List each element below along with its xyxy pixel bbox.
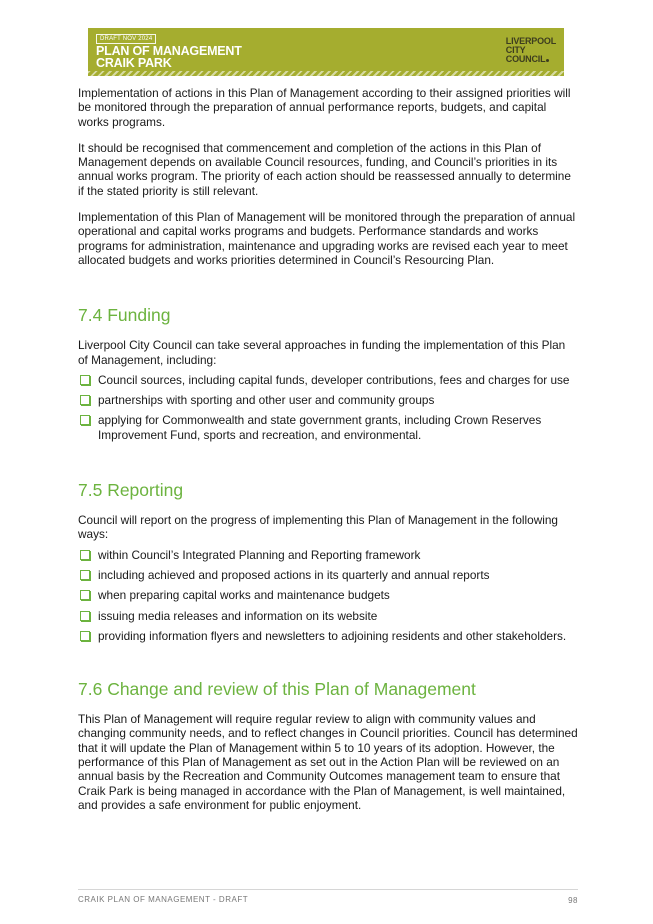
review-heading: 7.6 Change and review of this Plan of Management [78,679,476,700]
reporting-heading: 7.5 Reporting [78,480,184,501]
list-item: within Council’s Integrated Planning and Reporting framework [78,548,578,562]
reporting-intro: Council will report on the progress of implementing this Plan of Management in the following ways: [78,513,558,542]
liverpool-city-council-logo [506,37,556,64]
funding-list [78,373,578,442]
draft-tag: DRAFT NOV 2024 [96,34,156,44]
list-item: applying for Commonwealth and state government grants, including Crown Reserves Improvement Fund, sports and recreation, and environmental. [78,413,578,442]
page-footer [78,889,578,904]
checkbox-bullet-icon [80,570,90,580]
list-item: Council sources, including capital funds, developer contributions, fees and charges for use [78,373,578,387]
intro-paragraph-3: Implementation of this Plan of Management will be monitored through the preparation of annual operational and capital works programs and budgets. Performance standards and works programs for administration, maintenance and upgrading works are revised each year to meet allocated budgets and works priorities determined in Council’s Resourcing Plan. [78,210,576,267]
logo-line-2: CITY [505,45,526,55]
logo-line-3: COUNCIL [505,54,546,64]
checkbox-bullet-icon [80,415,90,425]
checkbox-bullet-icon [80,611,90,621]
header-banner [88,28,564,76]
reporting-list [78,548,578,643]
checkbox-bullet-icon [80,590,90,600]
footer-document-title: CRAIK PLAN OF MANAGEMENT - DRAFT [78,895,249,904]
banner-hatch-decoration [88,71,564,76]
funding-heading: 7.4 Funding [78,305,171,326]
checkbox-bullet-icon [80,550,90,560]
checkbox-bullet-icon [80,375,90,385]
intro-paragraph-2: It should be recognised that commencement and completion of the actions in this Plan of Management depends on available Council resources, funding, and Council’s priorities in its annual works program. The priority of each action should be reassessed annually to determine if the stated priority is still relevant. [78,140,571,198]
list-item: when preparing capital works and maintenance budgets [78,588,578,602]
list-item: partnerships with sporting and other user and community groups [78,393,578,407]
list-item: including achieved and proposed actions in its quarterly and annual reports [78,568,578,582]
logo-dot-icon [546,59,549,62]
review-body: This Plan of Management will require regular review to align with community values and changing community needs, and to reflect changes in Council priorities. Council has determined that it will update the Plan of Management within 5 to 10 years of its adoption. However, the performance of this Plan of Management as set out in the Action Plan will be reviewed on an annual basis by the Recreation and Community Outcomes management team to ensure that Craik Park is being managed in accordance with the Plan of Management, is well maintained, and provides a safe environment for public enjoyment. [78,712,578,812]
document-title [96,45,242,69]
checkbox-bullet-icon [80,395,90,405]
page-number: 98 [568,896,578,905]
list-item: issuing media releases and information on its website [78,609,578,623]
page-content [78,86,578,812]
checkbox-bullet-icon [80,631,90,641]
funding-intro: Liverpool City Council can take several approaches in funding the implementation of this Plan of Management, including: [78,338,566,367]
intro-paragraph-1: Implementation of actions in this Plan of Management according to their assigned priorities will be monitored through the preparation of annual performance reports, budgets, and capital works programs. [78,86,571,129]
list-item: providing information flyers and newsletters to adjoining residents and other stakeholders. [78,629,578,643]
title-line-2: CRAIK PARK [96,56,172,70]
title-line-1: PLAN OF MANAGEMENT [96,44,242,58]
logo-line-1: LIVERPOOL [505,36,556,46]
